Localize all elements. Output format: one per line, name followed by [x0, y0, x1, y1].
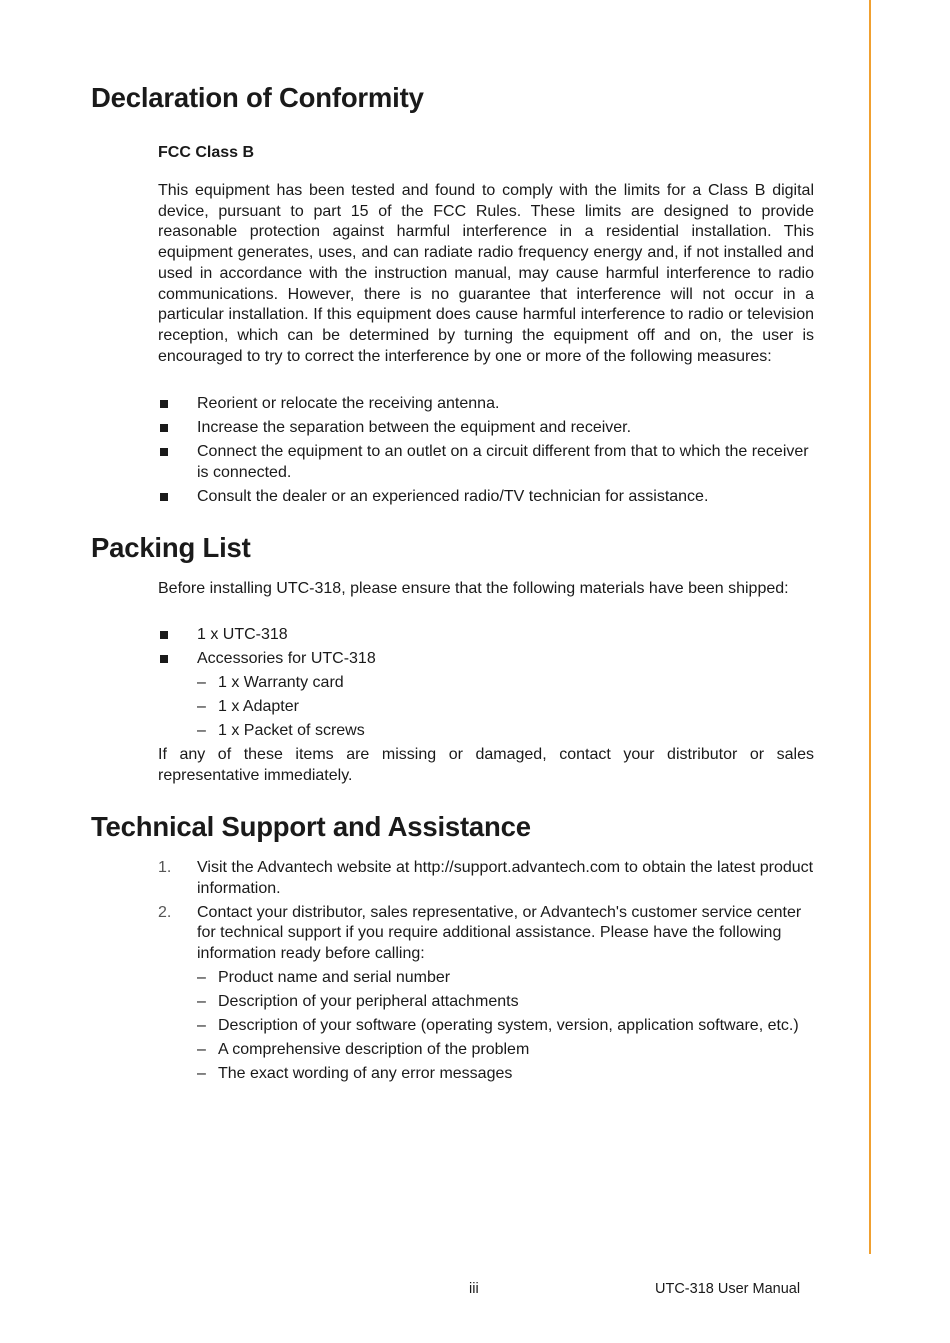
- packing-items-list: [158, 625, 814, 745]
- dash-marker: –: [197, 674, 206, 691]
- support-heading: Technical Support and Assistance: [91, 811, 531, 842]
- list-item: – 1 x Adapter: [158, 697, 814, 718]
- list-item: Accessories for UTC-318: [158, 649, 814, 670]
- square-bullet-icon: [160, 493, 168, 501]
- list-item: – The exact wording of any error messages: [158, 1064, 814, 1085]
- dash-marker: –: [197, 1017, 206, 1035]
- fcc-class-subheading: FCC Class B: [158, 144, 255, 161]
- square-bullet-icon: [160, 655, 168, 663]
- declaration-heading: Declaration of Conformity: [91, 82, 424, 113]
- packing-note: If any of these items are missing or damaged, contact your distributor or sales representative immediately.: [158, 746, 814, 784]
- packing-list-heading: Packing List: [91, 532, 251, 563]
- measures-list: [158, 394, 814, 511]
- dash-marker: –: [197, 722, 206, 739]
- square-bullet-icon: [160, 631, 168, 639]
- page-number: iii: [469, 1281, 479, 1297]
- list-item: 1 x UTC-318: [158, 625, 814, 646]
- dash-marker: –: [197, 1041, 206, 1059]
- manual-title: UTC-318 User Manual: [655, 1281, 801, 1297]
- list-item: 2. Contact your distributor, sales representative, or Advantech's customer service center for technical support if you require additional assistance. Please have the following information ready before calling:: [158, 903, 802, 963]
- list-item: Increase the separation between the equipment and receiver.: [158, 418, 814, 439]
- list-item: – 1 x Packet of screws: [158, 721, 814, 742]
- list-item: – Product name and serial number: [158, 968, 814, 989]
- list-item: – Description of your software (operating system, version, application software, etc.): [158, 1016, 814, 1037]
- dash-marker: –: [197, 993, 206, 1011]
- dash-marker: –: [197, 698, 206, 715]
- dash-marker: –: [197, 969, 206, 987]
- list-item: – A comprehensive description of the problem: [158, 1040, 814, 1061]
- square-bullet-icon: [160, 424, 168, 432]
- square-bullet-icon: [160, 400, 168, 408]
- fcc-paragraph: This equipment has been tested and found to comply with the limits for a Class B digital device, pursuant to part 15 of the FCC Rules. These limits are designed to provide reasonable protection against harmful interference in a residential installation. This equipment generates, uses, and can radiate radio frequency energy and, if not installed and used in accordance with the instruction manual, may cause harmful interference to radio communications. However, there is no guarantee that interference will not occur in a particular installation. If this equipment does cause harmful interference to radio or television reception, which can be determined by turning the equipment off and on, the user is encouraged to try to correct the interference by one or more of the following measures:: [158, 182, 814, 365]
- page-edge-rule: [869, 0, 871, 1254]
- square-bullet-icon: [160, 448, 168, 456]
- dash-marker: –: [197, 1065, 206, 1083]
- list-item: Consult the dealer or an experienced radio/TV technician for assistance.: [158, 487, 814, 508]
- list-item: 1. Visit the Advantech website at http://support.advantech.com to obtain the latest product information.: [158, 859, 814, 897]
- support-steps-list: [158, 858, 814, 1088]
- list-item: Reorient or relocate the receiving antenna.: [158, 394, 814, 415]
- packing-intro: Before installing UTC-318, please ensure that the following materials have been shipped:: [158, 580, 789, 597]
- list-item: – 1 x Warranty card: [158, 673, 814, 694]
- list-item: – Description of your peripheral attachments: [158, 992, 814, 1013]
- list-item: Connect the equipment to an outlet on a circuit different from that to which the receiver is connected.: [158, 442, 814, 483]
